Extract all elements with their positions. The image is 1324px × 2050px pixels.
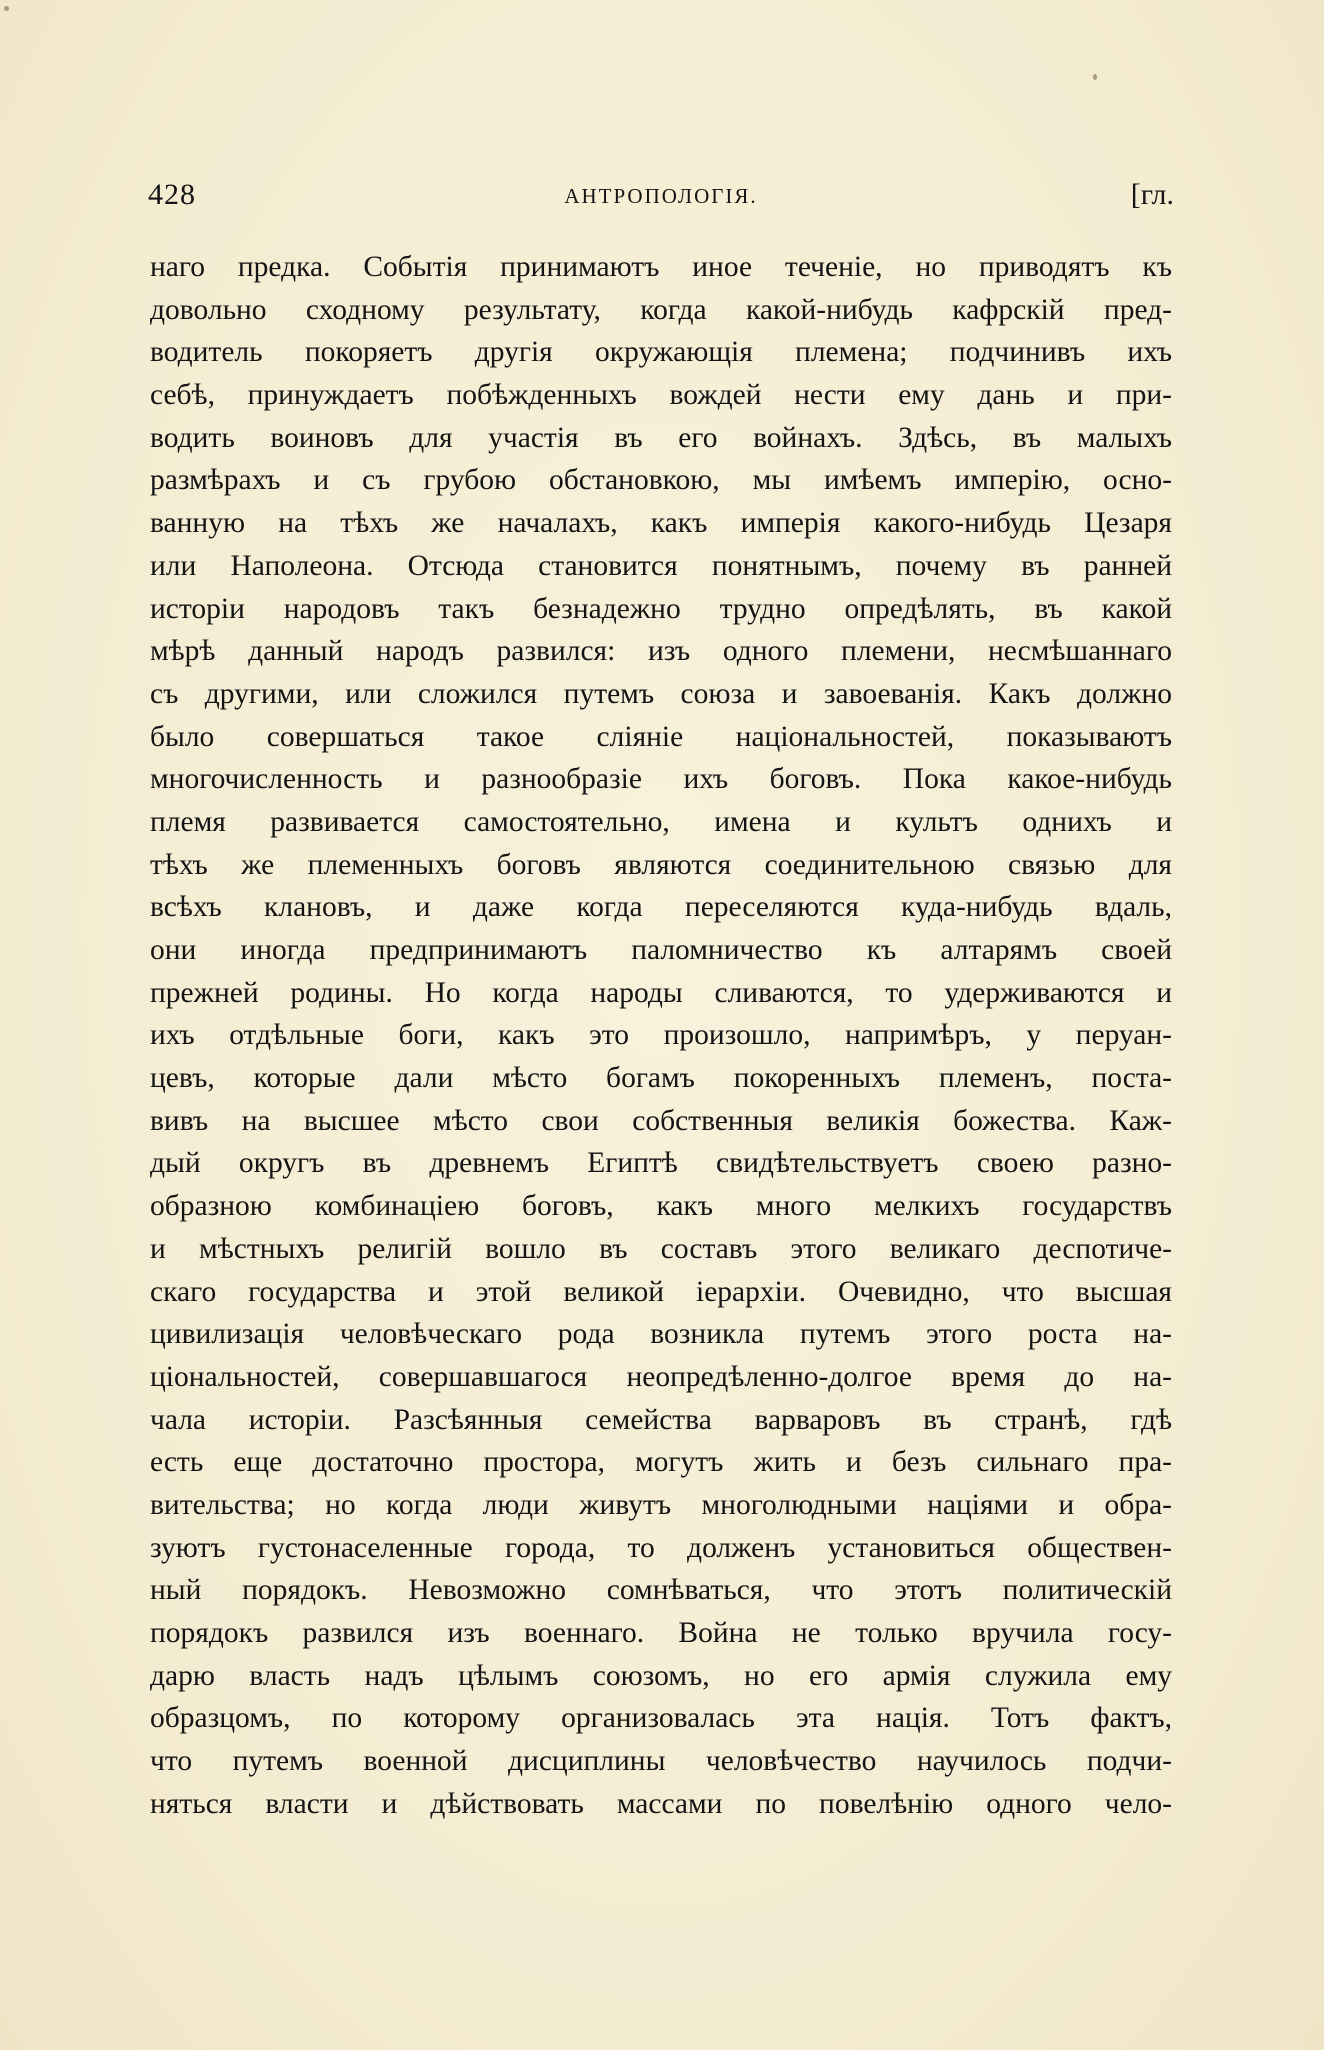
paper-speck [1093,74,1097,80]
chapter-mark: [гл. [1130,178,1174,211]
text-line: дый округъ въ древнемъ Египтѣ свидѣтельствуетъ своею разно- [150,1147,1172,1180]
text-line: образною комбинаціею боговъ, какъ много мелкихъ государствъ [150,1190,1172,1223]
text-line: ный порядокъ. Невозможно сомнѣваться, что этотъ политическій [150,1574,1172,1607]
text-line: ихъ отдѣльные боги, какъ это произошло, напримѣръ, у перуан- [150,1019,1172,1052]
text-line: себѣ, принуждаетъ побѣжденныхъ вождей нести ему дань и при- [150,379,1172,412]
running-title: АНТРОПОЛОГІЯ. [564,184,758,208]
text-line: ванную на тѣхъ же началахъ, какъ имперія какого-нибудь Цезаря [150,507,1172,540]
body-text [150,246,1172,1825]
text-line: цевъ, которые дали мѣсто богамъ покоренныхъ племенъ, поста- [150,1062,1172,1095]
text-line: вивъ на высшее мѣсто свои собственныя великія божества. Каж- [150,1104,1172,1137]
text-line: вительства; но когда люди живутъ многолюдными націями и обра- [150,1488,1172,1521]
text-line: исторіи народовъ такъ безнадежно трудно опредѣлять, въ какой [150,592,1172,625]
text-line: племя развивается самостоятельно, имена и культъ однихъ и [150,805,1172,838]
text-line: скаго государства и этой великой іерархіи. Очевидно, что высшая [150,1275,1172,1308]
text-line: зуютъ густонаселенные города, то долженъ установиться обществен- [150,1531,1172,1564]
page-header [148,178,1174,222]
text-line: что путемъ военной дисциплины человѣчество научилось подчи- [150,1745,1172,1778]
text-line: размѣрахъ и съ грубою обстановкою, мы имѣемъ имперію, осно- [150,464,1172,497]
text-line: съ другими, или сложился путемъ союза и завоеванія. Какъ должно [150,677,1172,710]
text-line: прежней родины. Но когда народы сливаются, то удерживаются и [150,976,1172,1009]
text-line: водить воиновъ для участія въ его войнахъ. Здѣсь, въ малыхъ [150,421,1172,454]
text-line: ціональностей, совершавшагося неопредѣленно-долгое время до на- [150,1360,1172,1393]
text-line: тѣхъ же племенныхъ боговъ являются соединительною связью для [150,848,1172,881]
text-line: всѣхъ клановъ, и даже когда переселяются куда-нибудь вдаль, [150,891,1172,924]
text-line: образцомъ, по которому организовалась эта нація. Тотъ фактъ, [150,1702,1172,1735]
text-line: цивилизація человѣческаго рода возникла путемъ этого роста на- [150,1318,1172,1351]
text-line: они иногда предпринимаютъ паломничество къ алтарямъ своей [150,934,1172,966]
text-line: многочисленность и разнообразіе ихъ боговъ. Пока какое-нибудь [150,763,1172,796]
paper-speck [4,6,9,11]
text-line: было совершаться такое сліяніе національностей, показываютъ [150,720,1172,753]
text-line: есть еще достаточно простора, могутъ жить и безъ сильнаго пра- [150,1446,1172,1479]
text-line: наго предка. Событія принимаютъ иное теченіе, но приводятъ къ [150,251,1172,283]
text-line: довольно сходному результату, когда какой-нибудь кафрскій пред- [150,293,1172,326]
page-number: 428 [148,178,196,211]
text-line: няться власти и дѣйствовать массами по повелѣнію одного чело- [150,1787,1172,1820]
text-line: мѣрѣ данный народъ развился: изъ одного племени, несмѣшаннаго [150,635,1172,668]
text-line: водитель покоряетъ другія окружающія племена; подчинивъ ихъ [150,336,1172,369]
text-line: и мѣстныхъ религій вошло въ составъ этого великаго деспотиче- [150,1232,1172,1265]
text-line: или Наполеона. Отсюда становится понятнымъ, почему въ ранней [150,549,1172,582]
text-line: чала исторіи. Разсѣянныя семейства варваровъ въ странѣ, гдѣ [150,1403,1172,1436]
text-line: порядокъ развился изъ военнаго. Война не только вручила госу- [150,1617,1172,1649]
text-line: дарю власть надъ цѣлымъ союзомъ, но его армія служила ему [150,1659,1172,1692]
